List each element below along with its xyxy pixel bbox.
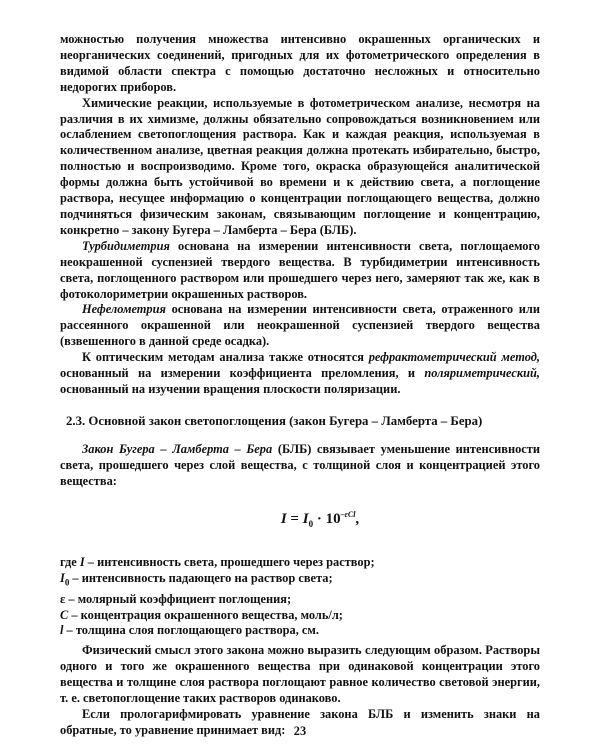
- definition-text: – интенсивность падающего на раствор света;: [69, 571, 333, 586]
- formula-lhs: I: [280, 511, 287, 528]
- paragraph-logarithm: Если прологарифмировать уравнение закона БЛБ и изменить знаки на обратные, то уравнение принимает вид:: [60, 707, 540, 737]
- blb-formula: [100, 507, 540, 533]
- term-polarimetric: поляриметрический,: [424, 366, 540, 381]
- paragraph-intro: можностью получения множества интенсивно окрашенных органических и неорганических соединений, пригодных для их фотометрического определения в видимой области спектра с помощью достаточно несложных и относительно недорогих приборов.: [60, 32, 540, 94]
- definition-text: – молярный коэффициент поглощения;: [65, 591, 292, 606]
- definition-symbol: l: [60, 623, 64, 638]
- definition-item: [60, 571, 540, 591]
- definition-text: – концентрация окрашенного вещества, моль/л;: [68, 607, 343, 622]
- term-nephelometry: Нефелометрия: [82, 302, 166, 317]
- formula-exponent: –εCl: [340, 510, 356, 520]
- other-methods-text-a: К оптическим методам анализа также относятся: [82, 350, 369, 365]
- term-refractometric: рефрактометрический метод,: [368, 350, 540, 365]
- definition-text: – толщина слоя поглощающего раствора, см.: [63, 623, 319, 638]
- paragraph-other-methods: [60, 350, 540, 398]
- blb-law-text: (БЛБ) связывает уменьшение интенсивности света, прошедшего через слой вещества, с толщиной слоя и концентрацией этого вещества:: [60, 441, 541, 488]
- definition-symbol: I: [60, 571, 65, 586]
- definition-text: – интенсивность света, прошедшего через раствор;: [84, 555, 375, 570]
- paragraph-turbidimetry: [60, 239, 540, 303]
- other-methods-text-b: основанный на измерении коэффициента преломления, и: [60, 366, 425, 381]
- formula-i0: I: [302, 511, 309, 528]
- definition-symbol: C: [60, 607, 69, 622]
- paragraph-blb-law: [60, 442, 540, 490]
- definition-item: [60, 623, 540, 639]
- definition-symbol-sub: 0: [64, 577, 70, 588]
- page-body: [60, 32, 540, 739]
- definition-item: [60, 555, 540, 571]
- paragraph-nephelometry: [60, 302, 540, 350]
- turbidimetry-text: основана на измерении интенсивности света, поглощаемого неокрашенной суспензией твердого вещества. В турбидиметрии интенсивность света, поглощенного раствором или прошедшего через него, замеряют так же, как в фотоколориметрии окрашенных растворов.: [60, 238, 540, 301]
- definitions-list: [60, 555, 540, 639]
- definition-symbol: ε: [60, 591, 66, 606]
- definition-item: [60, 608, 540, 624]
- definition-item: [60, 592, 540, 608]
- formula-mult: · 10: [313, 511, 341, 528]
- paragraph-physical-meaning: Физический смысл этого закона можно выразить следующим образом. Растворы одного и того же окрашенного вещества при одинаковой концентрации этого вещества и толщине слоя раствора поглощают равное количество световой энергии, т. е. светопоглощение таких растворов одинаково.: [60, 643, 540, 706]
- paragraph-chemical-reactions: Химические реакции, используемые в фотометрическом анализе, несмотря на различия в их химизме, должны обязательно сопровождаться возникновением или ослаблением светопоглощения раствора. Как и каждая реакция, используемая в количественном анализе, цветная реакция должна протекать избирательно, быстро, полностью и воспроизводимо. Кроме того, окраска образующейся аналитической формы должна быть устойчивой во времени и к действию света, а поглощение раствора, несущее информацию о концентрации поглощающего вещества, должно подчиняться физическим законам, связывающим поглощение и концентрацию, конкретно – закону Бугера – Ламберта – Бера (БЛБ).: [60, 95, 540, 237]
- formula-tail: ,: [355, 511, 360, 528]
- formula-equals: =: [286, 511, 303, 528]
- definition-prefix: где: [60, 555, 80, 570]
- nephelometry-text: основана на измерении интенсивности света, отраженного или рассеянного окрашенной или неокрашенной суспензией твердого вещества (взвешенного в данной среде осадка).: [60, 302, 540, 349]
- definition-symbol: I: [79, 555, 85, 570]
- formula-i0-sub: 0: [308, 519, 314, 530]
- term-turbidimetry: Турбидиметрия: [82, 238, 170, 253]
- other-methods-text-c: основанный на изучении вращения плоскости поляризации.: [60, 381, 401, 396]
- page-number: 23: [293, 724, 307, 738]
- section-heading: 2.3. Основной закон светопоглощения (закон Бугера – Ламберта – Бера): [66, 413, 483, 428]
- term-blb-law: Закон Бугера – Ламберта – Бера: [82, 441, 273, 456]
